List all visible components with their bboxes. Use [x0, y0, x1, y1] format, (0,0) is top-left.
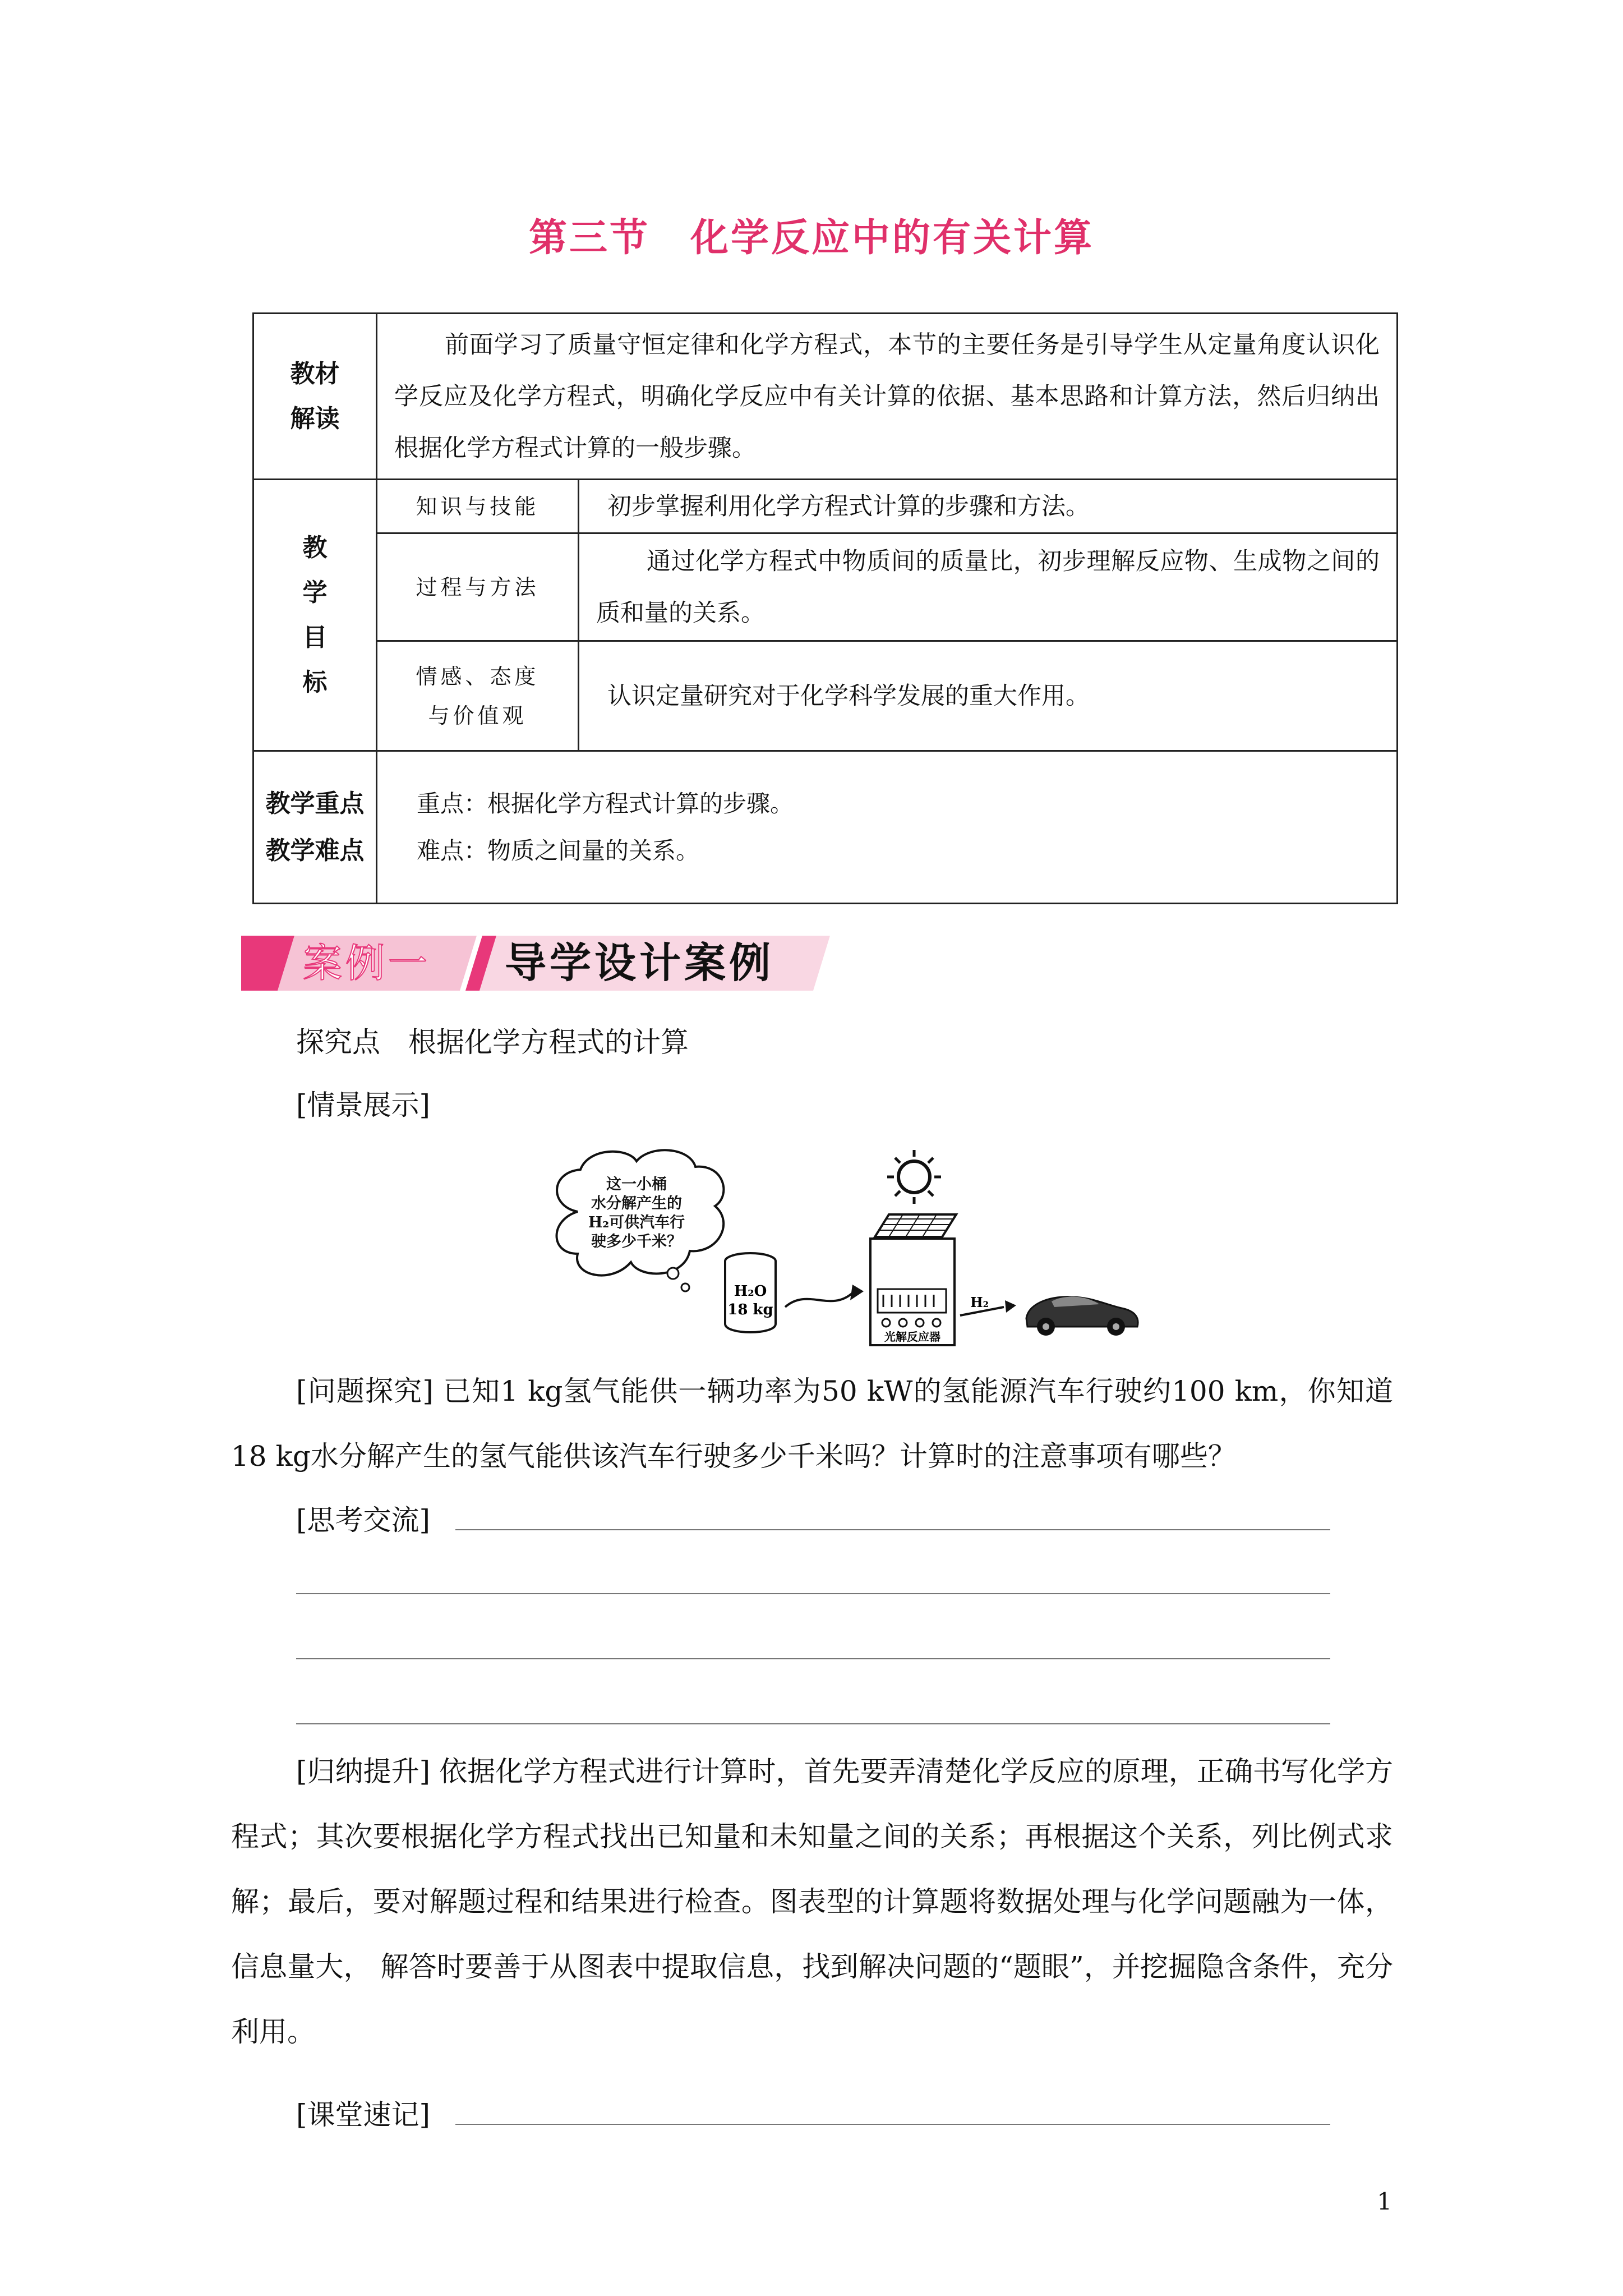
goal-label-knowledge: 知识与技能 [377, 480, 579, 533]
reading-text: 前面学习了质量守恒定律和化学方程式，本节的主要任务是引导学生从定量角度认识化学反应及化学方程式，明确化学反应中有关计算的依据、基本思路和计算方法，然后归纳出根据化学方程式计算的一般步骤。 [377, 314, 1398, 480]
h2-arrow-label: H₂ [970, 1294, 989, 1310]
reactor-label: 光解反应器 [884, 1330, 940, 1343]
goals-head [253, 480, 377, 751]
notes-label: [课堂速记] [296, 2099, 431, 2131]
section-banner [241, 930, 830, 996]
banner-title: 导学设计案例 [505, 939, 774, 987]
goal-label-process: 过程与方法 [377, 533, 579, 641]
water-barrel-icon [725, 1253, 776, 1332]
goals-head-text: 教学目标 [302, 533, 328, 697]
sun-icon [887, 1150, 941, 1204]
goal-label-attitude-text: 情感、态度与价值观 [416, 664, 540, 728]
goal-text-knowledge: 初步掌握利用化学方程式计算的步骤和方法。 [579, 480, 1398, 533]
banner-tag: 案例一 [303, 940, 431, 986]
key-head-1: 教学重点 [265, 789, 365, 818]
bubble-line-4: 驶多少千米？ [591, 1233, 682, 1250]
photolysis-reactor-icon [870, 1214, 956, 1345]
explore-point: 探究点 根据化学方程式的计算 [296, 1026, 689, 1059]
barrel-label-2: 18 kg [727, 1301, 773, 1318]
page-title: 第三节 化学反应中的有关计算 [528, 216, 1094, 260]
goal-text-process: 通过化学方程式中物质间的质量比，初步理解反应物、生成物之间的质和量的关系。 [579, 533, 1398, 641]
think-answer-line-4 [296, 1723, 1330, 1724]
think-answer-line-1 [455, 1529, 1330, 1530]
page-number: 1 [1377, 2188, 1392, 2215]
think-answer-line-2 [296, 1593, 1330, 1594]
bubble-line-2: 水分解产生的 [591, 1195, 682, 1212]
scene-label: [情景展示] [296, 1089, 431, 1121]
bubble-line-3: H₂可供汽车行 [588, 1214, 685, 1231]
curved-arrow-icon [785, 1293, 852, 1307]
notes-line [455, 2124, 1330, 2125]
key-points [377, 751, 1398, 904]
scene-figure [538, 1144, 1155, 1346]
summary-paragraph: [归纳提升] 依据化学方程式进行计算时，首先要弄清楚化学反应的原理，正确书写化学方程式；其次要根据化学方程式找出已知量和未知量之间的关系；再根据这个关系，列比例式求解；最后，要对解题过程和结果进行检查。图表型的计算题将数据处理与化学问题融为一体，信息量大， 解答时要善于从图表中提取信息，找到解决问题的“题眼”，并挖掘隐含条件，充分利用。 [231, 1755, 1393, 2048]
think-answer-line-3 [296, 1658, 1330, 1659]
goal-label-attitude [377, 641, 579, 751]
bubble-line-1: 这一小桶 [606, 1176, 667, 1193]
think-label: [思考交流] [296, 1504, 431, 1536]
key-head [253, 751, 377, 904]
reading-head-text: 教材解读 [290, 359, 340, 433]
key-head-2: 教学难点 [265, 836, 365, 865]
difficult-point: 难点：物质之间量的关系。 [417, 836, 700, 864]
key-point: 重点：根据化学方程式计算的步骤。 [417, 789, 794, 817]
goal-text-attitude: 认识定量研究对于化学科学发展的重大作用。 [579, 641, 1398, 751]
barrel-label-1: H₂O [734, 1283, 767, 1300]
question-paragraph: [问题探究] 已知1 kg氢气能供一辆功率为50 kW的氢能源汽车行驶约100 km，你知道18 kg水分解产生的氢气能供该汽车行驶多少千米吗？计算时的注意事项有哪些？ [231, 1375, 1393, 1473]
thought-bubble [557, 1150, 724, 1275]
reading-head [253, 314, 377, 480]
lesson-info-table [252, 312, 1398, 904]
car-icon [1026, 1297, 1138, 1336]
